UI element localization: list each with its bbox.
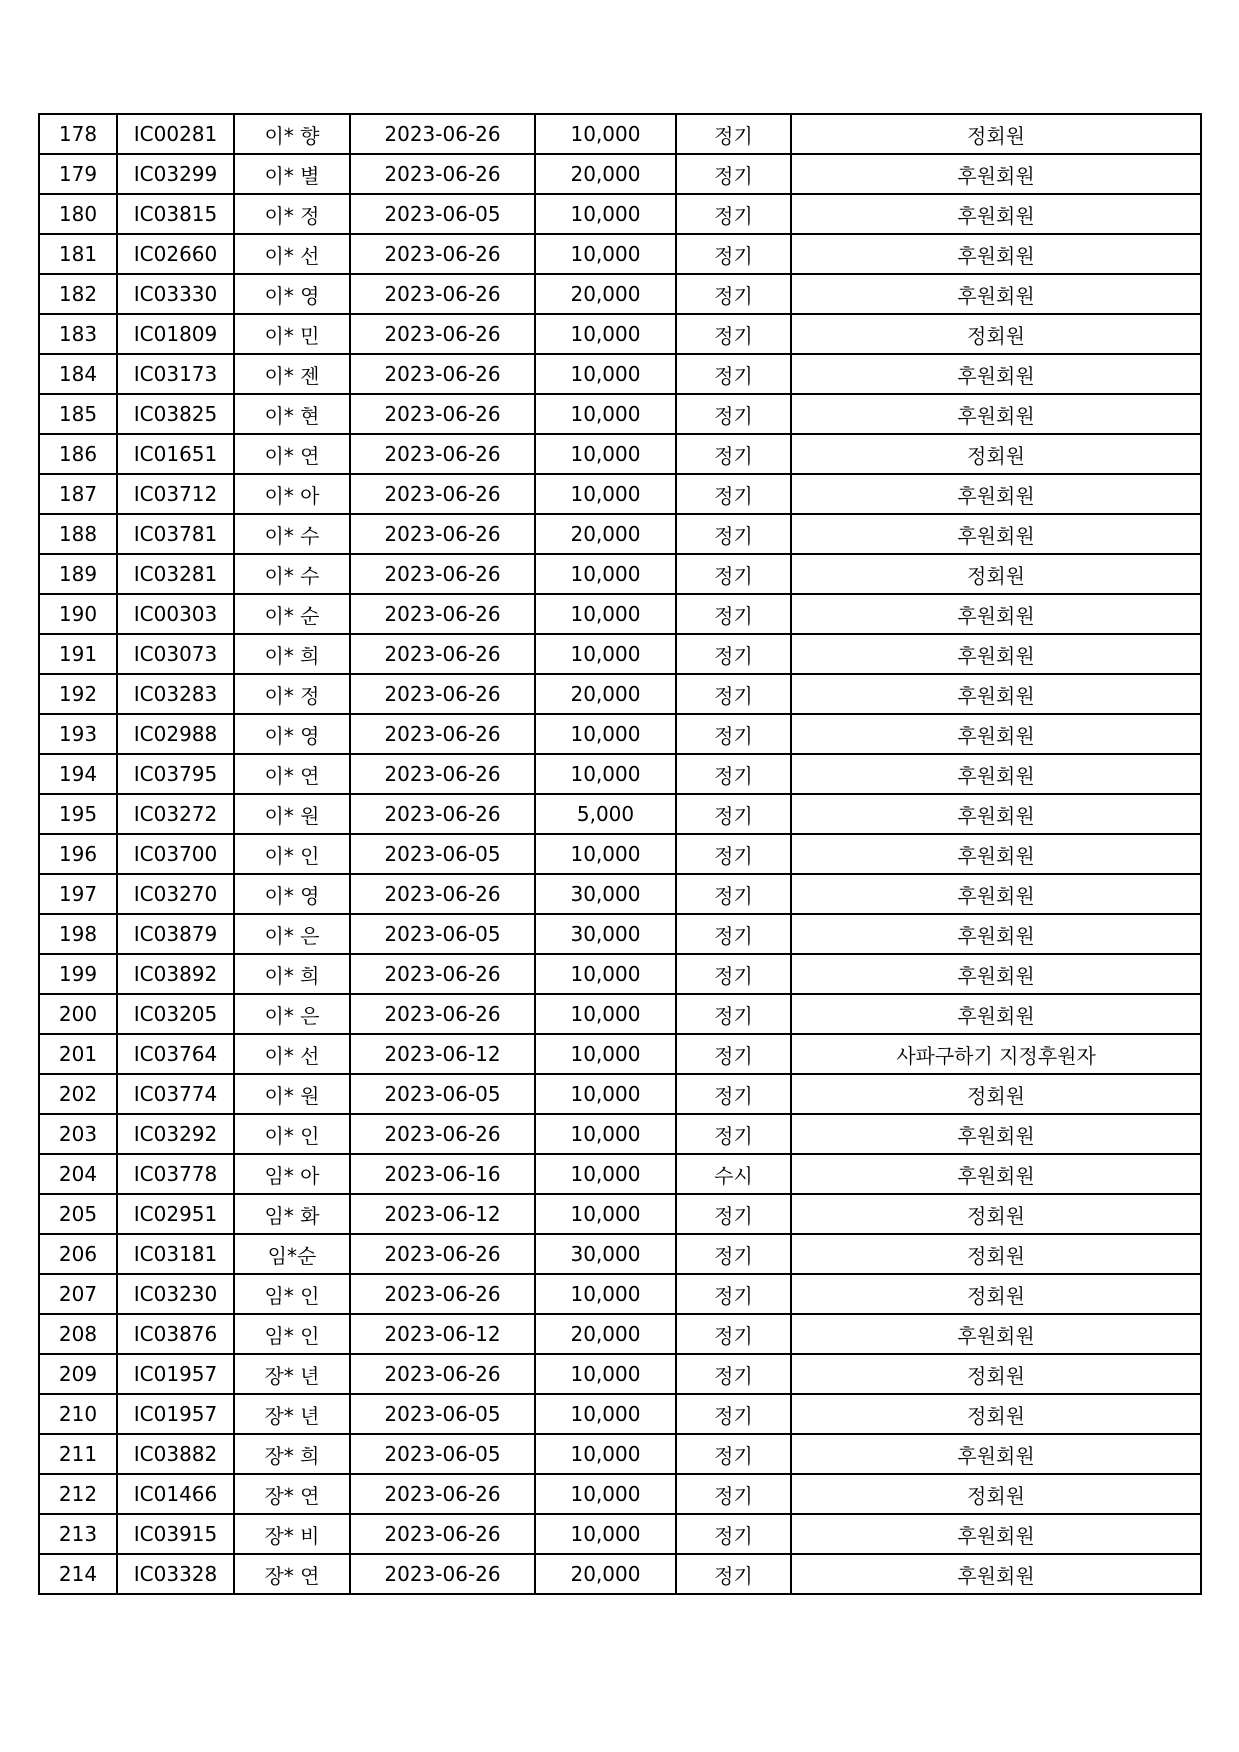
member-category: 정회원: [791, 1274, 1201, 1314]
member-code: IC01809: [117, 314, 234, 354]
member-name: 이* 별: [234, 154, 350, 194]
member-code: IC03700: [117, 834, 234, 874]
payment-type: 정기: [676, 874, 791, 914]
payment-amount: 30,000: [535, 874, 676, 914]
member-code: IC01957: [117, 1354, 234, 1394]
member-category: 정회원: [791, 1354, 1201, 1394]
payment-type: 정기: [676, 554, 791, 594]
payment-type: 정기: [676, 314, 791, 354]
payment-amount: 20,000: [535, 154, 676, 194]
payment-type: 정기: [676, 274, 791, 314]
member-name: 이* 희: [234, 634, 350, 674]
payment-amount: 10,000: [535, 354, 676, 394]
member-name: 장* 년: [234, 1354, 350, 1394]
payment-amount: 20,000: [535, 674, 676, 714]
payment-type: 정기: [676, 1314, 791, 1354]
row-number: 192: [39, 674, 117, 714]
member-name: 장* 비: [234, 1514, 350, 1554]
member-code: IC03292: [117, 1114, 234, 1154]
member-category: 정회원: [791, 1074, 1201, 1114]
payment-amount: 10,000: [535, 954, 676, 994]
row-number: 195: [39, 794, 117, 834]
member-category: 후원회원: [791, 834, 1201, 874]
payment-amount: 10,000: [535, 634, 676, 674]
member-name: 장* 연: [234, 1474, 350, 1514]
member-name: 이* 희: [234, 954, 350, 994]
member-category: 정회원: [791, 1234, 1201, 1274]
table-row: [39, 874, 1201, 914]
table-row: [39, 954, 1201, 994]
payment-date: 2023-06-26: [350, 1114, 535, 1154]
table-row: [39, 1194, 1201, 1234]
payment-type: 정기: [676, 754, 791, 794]
member-code: IC03270: [117, 874, 234, 914]
payment-type: 정기: [676, 434, 791, 474]
table-row: [39, 834, 1201, 874]
member-category: 후원회원: [791, 394, 1201, 434]
payment-date: 2023-06-16: [350, 1154, 535, 1194]
member-category: 후원회원: [791, 1514, 1201, 1554]
payment-date: 2023-06-05: [350, 914, 535, 954]
payment-amount: 10,000: [535, 434, 676, 474]
member-code: IC03299: [117, 154, 234, 194]
row-number: 202: [39, 1074, 117, 1114]
payment-date: 2023-06-26: [350, 474, 535, 514]
member-code: IC00281: [117, 114, 234, 154]
payment-type: 정기: [676, 1114, 791, 1154]
payment-type: 정기: [676, 794, 791, 834]
member-code: IC03283: [117, 674, 234, 714]
table-row: [39, 594, 1201, 634]
member-name: 이* 원: [234, 1074, 350, 1114]
member-category: 후원회원: [791, 634, 1201, 674]
table-row: [39, 1474, 1201, 1514]
member-code: IC03774: [117, 1074, 234, 1114]
member-code: IC03882: [117, 1434, 234, 1474]
payment-type: 정기: [676, 594, 791, 634]
payment-date: 2023-06-26: [350, 714, 535, 754]
member-name: 이* 은: [234, 914, 350, 954]
payment-date: 2023-06-26: [350, 874, 535, 914]
member-code: IC03181: [117, 1234, 234, 1274]
member-name: 임* 인: [234, 1274, 350, 1314]
member-category: 사파구하기 지정후원자: [791, 1034, 1201, 1074]
member-name: 이* 인: [234, 834, 350, 874]
payment-date: 2023-06-12: [350, 1314, 535, 1354]
row-number: 193: [39, 714, 117, 754]
payment-amount: 10,000: [535, 314, 676, 354]
member-name: 이* 젠: [234, 354, 350, 394]
row-number: 189: [39, 554, 117, 594]
payment-date: 2023-06-26: [350, 594, 535, 634]
table-row: [39, 314, 1201, 354]
member-name: 이* 정: [234, 194, 350, 234]
payment-date: 2023-06-26: [350, 754, 535, 794]
table-body: [39, 114, 1201, 1594]
member-category: 후원회원: [791, 194, 1201, 234]
row-number: 184: [39, 354, 117, 394]
row-number: 207: [39, 1274, 117, 1314]
row-number: 212: [39, 1474, 117, 1514]
member-name: 이* 연: [234, 754, 350, 794]
payment-type: 정기: [676, 154, 791, 194]
payment-date: 2023-06-05: [350, 194, 535, 234]
row-number: 205: [39, 1194, 117, 1234]
member-code: IC03330: [117, 274, 234, 314]
member-category: 후원회원: [791, 514, 1201, 554]
payment-amount: 20,000: [535, 1314, 676, 1354]
payment-type: 정기: [676, 234, 791, 274]
member-name: 이* 은: [234, 994, 350, 1034]
member-name: 이* 인: [234, 1114, 350, 1154]
payment-type: 정기: [676, 1554, 791, 1594]
donation-table: [38, 113, 1202, 1595]
member-code: IC03876: [117, 1314, 234, 1354]
payment-date: 2023-06-26: [350, 394, 535, 434]
table-row: [39, 114, 1201, 154]
payment-amount: 10,000: [535, 1394, 676, 1434]
member-name: 임* 아: [234, 1154, 350, 1194]
table-row: [39, 234, 1201, 274]
payment-date: 2023-06-05: [350, 1074, 535, 1114]
member-code: IC03272: [117, 794, 234, 834]
payment-date: 2023-06-26: [350, 314, 535, 354]
member-name: 이* 영: [234, 714, 350, 754]
payment-date: 2023-06-12: [350, 1194, 535, 1234]
member-category: 정회원: [791, 114, 1201, 154]
member-code: IC03795: [117, 754, 234, 794]
payment-type: 정기: [676, 1434, 791, 1474]
payment-amount: 10,000: [535, 1434, 676, 1474]
member-name: 이* 선: [234, 234, 350, 274]
table-row: [39, 1074, 1201, 1114]
row-number: 179: [39, 154, 117, 194]
payment-type: 정기: [676, 914, 791, 954]
payment-amount: 10,000: [535, 714, 676, 754]
member-name: 이* 아: [234, 474, 350, 514]
payment-amount: 10,000: [535, 1514, 676, 1554]
row-number: 178: [39, 114, 117, 154]
payment-date: 2023-06-26: [350, 234, 535, 274]
payment-date: 2023-06-26: [350, 994, 535, 1034]
table-row: [39, 1434, 1201, 1474]
member-name: 이* 민: [234, 314, 350, 354]
payment-amount: 10,000: [535, 594, 676, 634]
table-row: [39, 914, 1201, 954]
row-number: 203: [39, 1114, 117, 1154]
row-number: 209: [39, 1354, 117, 1394]
row-number: 197: [39, 874, 117, 914]
table-row: [39, 1034, 1201, 1074]
member-name: 이* 선: [234, 1034, 350, 1074]
payment-type: 정기: [676, 354, 791, 394]
row-number: 210: [39, 1394, 117, 1434]
member-name: 장* 연: [234, 1554, 350, 1594]
table-row: [39, 1114, 1201, 1154]
payment-amount: 30,000: [535, 914, 676, 954]
row-number: 181: [39, 234, 117, 274]
row-number: 200: [39, 994, 117, 1034]
member-name: 이* 연: [234, 434, 350, 474]
table-row: [39, 514, 1201, 554]
payment-date: 2023-06-26: [350, 1274, 535, 1314]
table-row: [39, 634, 1201, 674]
payment-date: 2023-06-26: [350, 1354, 535, 1394]
row-number: 183: [39, 314, 117, 354]
payment-amount: 20,000: [535, 1554, 676, 1594]
payment-type: 정기: [676, 714, 791, 754]
member-name: 이* 향: [234, 114, 350, 154]
member-category: 후원회원: [791, 954, 1201, 994]
member-name: 이* 수: [234, 554, 350, 594]
payment-date: 2023-06-26: [350, 434, 535, 474]
payment-date: 2023-06-26: [350, 114, 535, 154]
table-row: [39, 1274, 1201, 1314]
member-category: 후원회원: [791, 714, 1201, 754]
table-row: [39, 794, 1201, 834]
table-row: [39, 1514, 1201, 1554]
member-category: 후원회원: [791, 1434, 1201, 1474]
member-category: 후원회원: [791, 274, 1201, 314]
member-name: 장* 희: [234, 1434, 350, 1474]
payment-type: 정기: [676, 514, 791, 554]
payment-amount: 10,000: [535, 474, 676, 514]
member-code: IC03764: [117, 1034, 234, 1074]
member-name: 이* 정: [234, 674, 350, 714]
payment-date: 2023-06-05: [350, 834, 535, 874]
member-name: 임* 화: [234, 1194, 350, 1234]
payment-type: 정기: [676, 1394, 791, 1434]
payment-type: 정기: [676, 1474, 791, 1514]
payment-amount: 10,000: [535, 994, 676, 1034]
member-code: IC01957: [117, 1394, 234, 1434]
payment-amount: 10,000: [535, 1074, 676, 1114]
payment-date: 2023-06-26: [350, 1234, 535, 1274]
payment-amount: 20,000: [535, 514, 676, 554]
payment-amount: 10,000: [535, 1274, 676, 1314]
payment-type: 정기: [676, 1074, 791, 1114]
table-row: [39, 1314, 1201, 1354]
member-name: 임*순: [234, 1234, 350, 1274]
payment-amount: 10,000: [535, 754, 676, 794]
table-row: [39, 194, 1201, 234]
row-number: 198: [39, 914, 117, 954]
payment-date: 2023-06-26: [350, 674, 535, 714]
member-name: 임* 인: [234, 1314, 350, 1354]
member-code: IC03173: [117, 354, 234, 394]
member-code: IC02988: [117, 714, 234, 754]
row-number: 211: [39, 1434, 117, 1474]
payment-date: 2023-06-05: [350, 1394, 535, 1434]
payment-type: 정기: [676, 1514, 791, 1554]
member-code: IC03073: [117, 634, 234, 674]
member-category: 후원회원: [791, 354, 1201, 394]
payment-type: 정기: [676, 834, 791, 874]
member-code: IC03205: [117, 994, 234, 1034]
table-row: [39, 674, 1201, 714]
payment-amount: 10,000: [535, 1154, 676, 1194]
table-row: [39, 154, 1201, 194]
payment-amount: 20,000: [535, 274, 676, 314]
member-category: 후원회원: [791, 994, 1201, 1034]
member-code: IC03230: [117, 1274, 234, 1314]
payment-date: 2023-06-26: [350, 1474, 535, 1514]
payment-date: 2023-06-26: [350, 634, 535, 674]
member-category: 후원회원: [791, 1114, 1201, 1154]
member-code: IC01651: [117, 434, 234, 474]
member-category: 후원회원: [791, 674, 1201, 714]
payment-amount: 10,000: [535, 234, 676, 274]
member-code: IC01466: [117, 1474, 234, 1514]
row-number: 199: [39, 954, 117, 994]
payment-type: 정기: [676, 1354, 791, 1394]
member-name: 장* 년: [234, 1394, 350, 1434]
payment-amount: 5,000: [535, 794, 676, 834]
payment-amount: 10,000: [535, 834, 676, 874]
payment-date: 2023-06-26: [350, 514, 535, 554]
payment-type: 정기: [676, 114, 791, 154]
row-number: 204: [39, 1154, 117, 1194]
member-code: IC03712: [117, 474, 234, 514]
member-category: 후원회원: [791, 1314, 1201, 1354]
row-number: 180: [39, 194, 117, 234]
member-category: 정회원: [791, 314, 1201, 354]
table-row: [39, 1554, 1201, 1594]
member-category: 후원회원: [791, 234, 1201, 274]
table-row: [39, 1354, 1201, 1394]
member-code: IC03892: [117, 954, 234, 994]
row-number: 188: [39, 514, 117, 554]
payment-date: 2023-06-12: [350, 1034, 535, 1074]
row-number: 182: [39, 274, 117, 314]
member-name: 이* 수: [234, 514, 350, 554]
member-category: 정회원: [791, 1394, 1201, 1434]
payment-type: 정기: [676, 954, 791, 994]
row-number: 208: [39, 1314, 117, 1354]
table-row: [39, 1234, 1201, 1274]
table-row: [39, 754, 1201, 794]
payment-type: 정기: [676, 1034, 791, 1074]
member-code: IC03781: [117, 514, 234, 554]
table-row: [39, 1394, 1201, 1434]
payment-amount: 10,000: [535, 554, 676, 594]
payment-amount: 10,000: [535, 1474, 676, 1514]
member-code: IC03879: [117, 914, 234, 954]
table-row: [39, 714, 1201, 754]
member-category: 후원회원: [791, 1554, 1201, 1594]
payment-date: 2023-06-26: [350, 554, 535, 594]
member-category: 정회원: [791, 434, 1201, 474]
payment-date: 2023-06-26: [350, 354, 535, 394]
row-number: 196: [39, 834, 117, 874]
table-row: [39, 554, 1201, 594]
payment-date: 2023-06-26: [350, 1554, 535, 1594]
payment-type: 정기: [676, 1194, 791, 1234]
payment-type: 정기: [676, 1234, 791, 1274]
member-category: 후원회원: [791, 154, 1201, 194]
member-name: 이* 순: [234, 594, 350, 634]
payment-type: 정기: [676, 674, 791, 714]
member-code: IC02660: [117, 234, 234, 274]
row-number: 186: [39, 434, 117, 474]
payment-date: 2023-06-26: [350, 154, 535, 194]
member-code: IC03281: [117, 554, 234, 594]
member-code: IC03815: [117, 194, 234, 234]
payment-date: 2023-06-26: [350, 794, 535, 834]
table-row: [39, 274, 1201, 314]
member-category: 후원회원: [791, 474, 1201, 514]
member-code: IC03778: [117, 1154, 234, 1194]
payment-type: 정기: [676, 474, 791, 514]
row-number: 194: [39, 754, 117, 794]
payment-amount: 10,000: [535, 194, 676, 234]
payment-type: 정기: [676, 994, 791, 1034]
payment-date: 2023-06-26: [350, 274, 535, 314]
payment-type: 정기: [676, 634, 791, 674]
member-name: 이* 영: [234, 874, 350, 914]
member-category: 정회원: [791, 554, 1201, 594]
member-category: 후원회원: [791, 874, 1201, 914]
member-name: 이* 원: [234, 794, 350, 834]
table-row: [39, 354, 1201, 394]
member-category: 후원회원: [791, 914, 1201, 954]
member-code: IC03825: [117, 394, 234, 434]
table-row: [39, 994, 1201, 1034]
member-code: IC03915: [117, 1514, 234, 1554]
row-number: 201: [39, 1034, 117, 1074]
payment-date: 2023-06-26: [350, 954, 535, 994]
member-category: 정회원: [791, 1194, 1201, 1234]
payment-amount: 10,000: [535, 114, 676, 154]
member-category: 후원회원: [791, 794, 1201, 834]
row-number: 190: [39, 594, 117, 634]
payment-amount: 10,000: [535, 1114, 676, 1154]
member-code: IC02951: [117, 1194, 234, 1234]
payment-amount: 10,000: [535, 1194, 676, 1234]
row-number: 191: [39, 634, 117, 674]
row-number: 214: [39, 1554, 117, 1594]
member-category: 후원회원: [791, 594, 1201, 634]
row-number: 213: [39, 1514, 117, 1554]
member-category: 정회원: [791, 1474, 1201, 1514]
payment-type: 수시: [676, 1154, 791, 1194]
member-category: 후원회원: [791, 754, 1201, 794]
payment-type: 정기: [676, 194, 791, 234]
row-number: 206: [39, 1234, 117, 1274]
table-row: [39, 1154, 1201, 1194]
payment-amount: 10,000: [535, 1354, 676, 1394]
member-name: 이* 영: [234, 274, 350, 314]
payment-type: 정기: [676, 394, 791, 434]
member-code: IC00303: [117, 594, 234, 634]
row-number: 187: [39, 474, 117, 514]
payment-amount: 10,000: [535, 1034, 676, 1074]
table-row: [39, 474, 1201, 514]
member-code: IC03328: [117, 1554, 234, 1594]
table-row: [39, 434, 1201, 474]
row-number: 185: [39, 394, 117, 434]
payment-type: 정기: [676, 1274, 791, 1314]
payment-date: 2023-06-26: [350, 1514, 535, 1554]
payment-amount: 10,000: [535, 394, 676, 434]
payment-amount: 30,000: [535, 1234, 676, 1274]
payment-date: 2023-06-05: [350, 1434, 535, 1474]
member-category: 후원회원: [791, 1154, 1201, 1194]
member-name: 이* 현: [234, 394, 350, 434]
table-row: [39, 394, 1201, 434]
